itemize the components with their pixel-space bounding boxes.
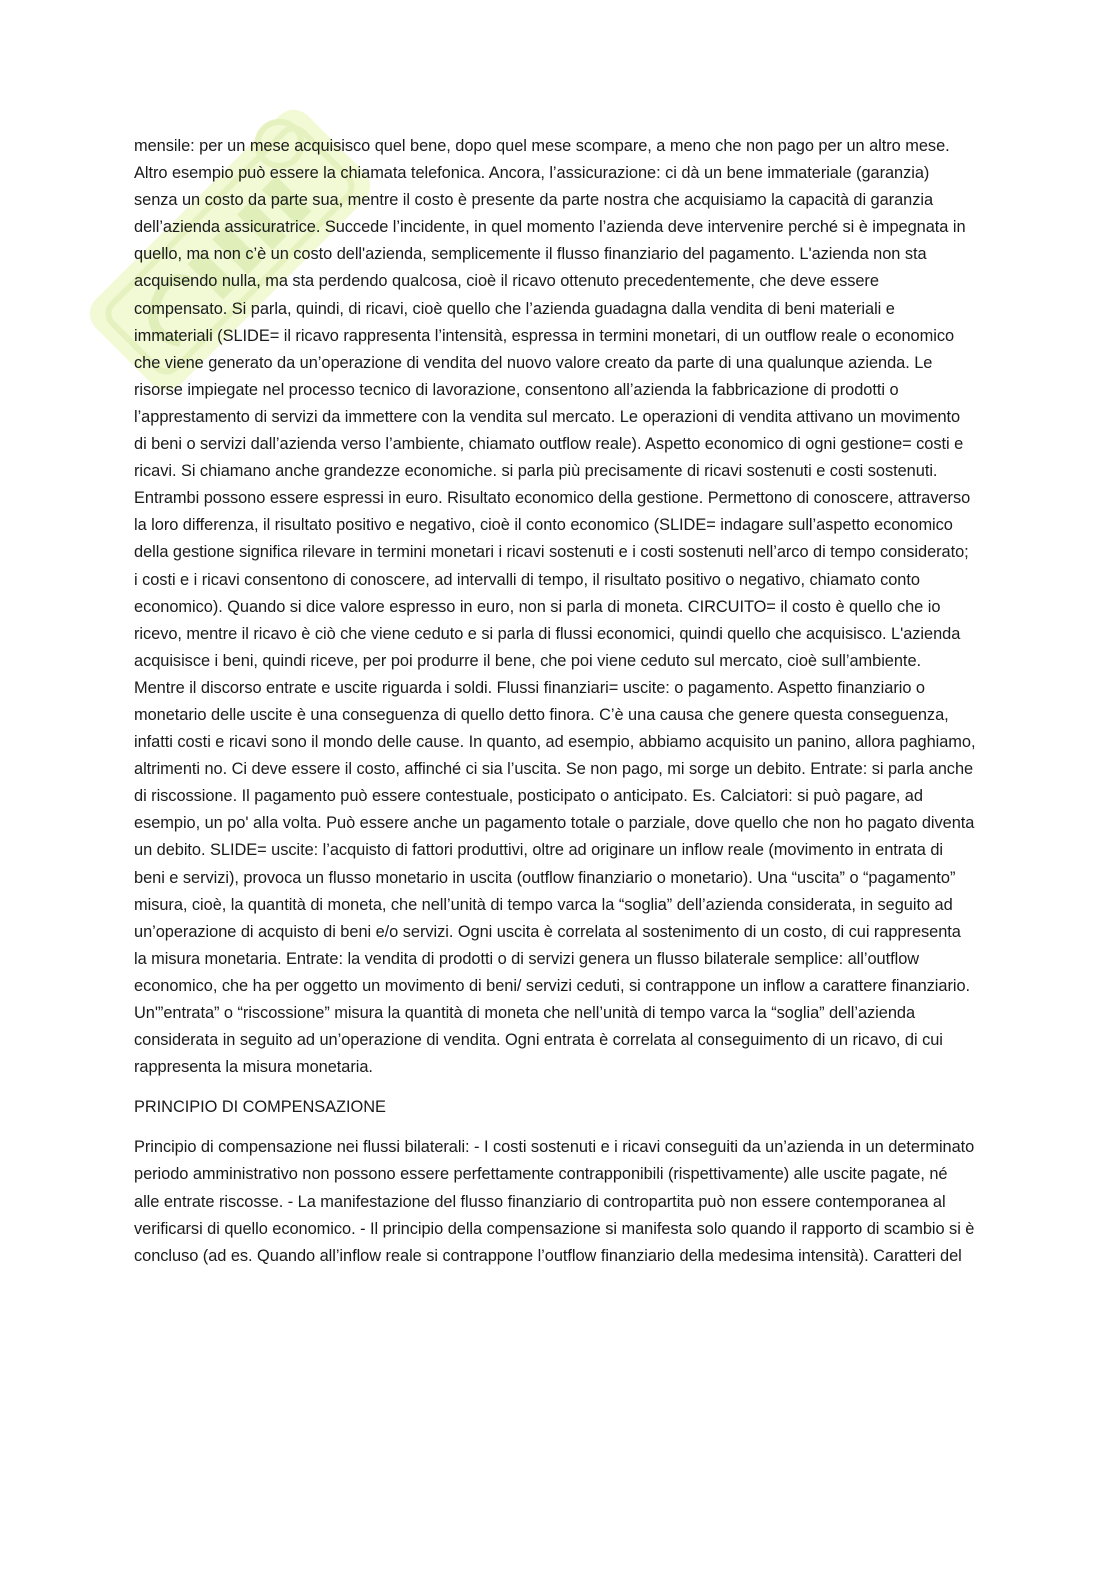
document-body <box>134 133 976 1270</box>
paragraph-costi-ricavi: mensile: per un mese acquisisco quel bene, dopo quel mese scompare, a meno che non pago per un altro mese. Altro esempio può essere la chiamata telefonica. Ancora, l’assicurazione: ci dà un bene immateriale (garanzia) senza un costo da parte sua, mentre il costo è presente da parte nostra che acquisiamo la capacità di garanzia dell’azienda assicuratrice. Succede l’incidente, in quel momento l’azienda deve intervenire perché si è impegnata in quello, ma non c’è un costo dell'azienda, semplicemente il flusso finanziario del pagamento. L'azienda non sta acquisendo nulla, ma sta perdendo qualcosa, cioè il ricavo ottenuto precedentemente, che deve essere compensato. Si parla, quindi, di ricavi, cioè quello che l’azienda guadagna dalla vendita di beni materiali e immateriali (SLIDE= il ricavo rappresenta l’intensità, espressa in termini monetari, di un outflow reale o economico che viene generato da un’operazione di vendita del nuovo valore creato da parte di una qualunque azienda. Le risorse impiegate nel processo tecnico di lavorazione, consentono all’azienda la fabbricazione di prodotti o l’apprestamento di servizi da immettere con la vendita sul mercato. Le operazioni di vendita attivano un movimento di beni o servizi dall’azienda verso l’ambiente, chiamato outflow reale). Aspetto economico di ogni gestione= costi e ricavi. Si chiamano anche grandezze economiche. si parla più precisamente di ricavi sostenuti e costi sostenuti. Entrambi possono essere espressi in euro. Risultato economico della gestione. Permettono di conoscere, attraverso la loro differenza, il risultato positivo e negativo, cioè il conto economico (SLIDE= indagare sull’aspetto economico della gestione significa rilevare in termini monetari i ricavi sostenuti e i costi sostenuti nell’arco di tempo considerato; i costi e i ricavi consentono di conoscere, ad intervalli di tempo, il risultato positivo o negativo, chiamato conto economico). Quando si dice valore espresso in euro, non si parla di moneta. CIRCUITO= il costo è quello che io ricevo, mentre il ricavo è ciò che viene ceduto e si parla di flussi economici, quindi quello che acquisisco. L'azienda acquisisce i beni, quindi riceve, per poi produrre il bene, che poi viene ceduto sul mercato, cioè sull’ambiente. Mentre il discorso entrate e uscite riguarda i soldi. Flussi finanziari= uscite: o pagamento. Aspetto finanziario o monetario delle uscite è una conseguenza di quello detto finora. C’è una causa che genere questa conseguenza, infatti costi e ricavi sono il mondo delle cause. In quanto, ad esempio, abbiamo acquisito un panino, allora paghiamo, altrimenti no. Ci deve essere il costo, affinché ci sia l’uscita. Se non pago, mi sorge un debito. Entrate: si parla anche di riscossione. Il pagamento può essere contestuale, posticipato o anticipato. Es. Calciatori: si può pagare, ad esempio, un po' alla volta. Può essere anche un pagamento totale o parziale, dove quello che non ho pagato diventa un debito. SLIDE= uscite: l’acquisto di fattori produttivi, oltre ad originare un inflow reale (movimento in entrata di beni e servizi), provoca un flusso monetario in uscita (outflow finanziario o monetario). Una “uscita” o “pagamento” misura, cioè, la quantità di moneta, che nell’unità di tempo varca la “soglia” dell’azienda considerata, in seguito ad un’operazione di acquisto di beni e/o servizi. Ogni uscita è correlata al sostenimento di un costo, di cui rappresenta la misura monetaria. Entrate: la vendita di prodotti o di servizi genera un flusso bilaterale semplice: all’outflow economico, che ha per oggetto un movimento di beni/ servizi ceduti, si contrappone un inflow a carattere finanziario. Un'”entrata” o “riscossione” misura la quantità di moneta che nell’unità di tempo varca la “soglia” dell’azienda considerata in seguito ad un’operazione di vendita. Ogni entrata è correlata al conseguimento di un ricavo, di cui rappresenta la misura monetaria. <box>134 137 976 1077</box>
section-heading: PRINCIPIO DI COMPENSAZIONE <box>134 1098 386 1117</box>
paragraph-principio-compensazione: Principio di compensazione nei flussi bilaterali: - I costi sostenuti e i ricavi conseguiti da un’azienda in un determinato periodo amministrativo non possono essere perfettamente contrapponibili (rispettivamente) alle uscite pagate, né alle entrate riscosse. - La manifestazione del flusso finanziario di contropartita può non essere contemporanea al verificarsi di quello economico. - Il principio della compensazione si manifesta solo quando il rapporto di scambio si è concluso (ad es. Quando all’inflow reale si contrappone l’outflow finanziario della medesima intensità). Caratteri del <box>134 1138 975 1265</box>
